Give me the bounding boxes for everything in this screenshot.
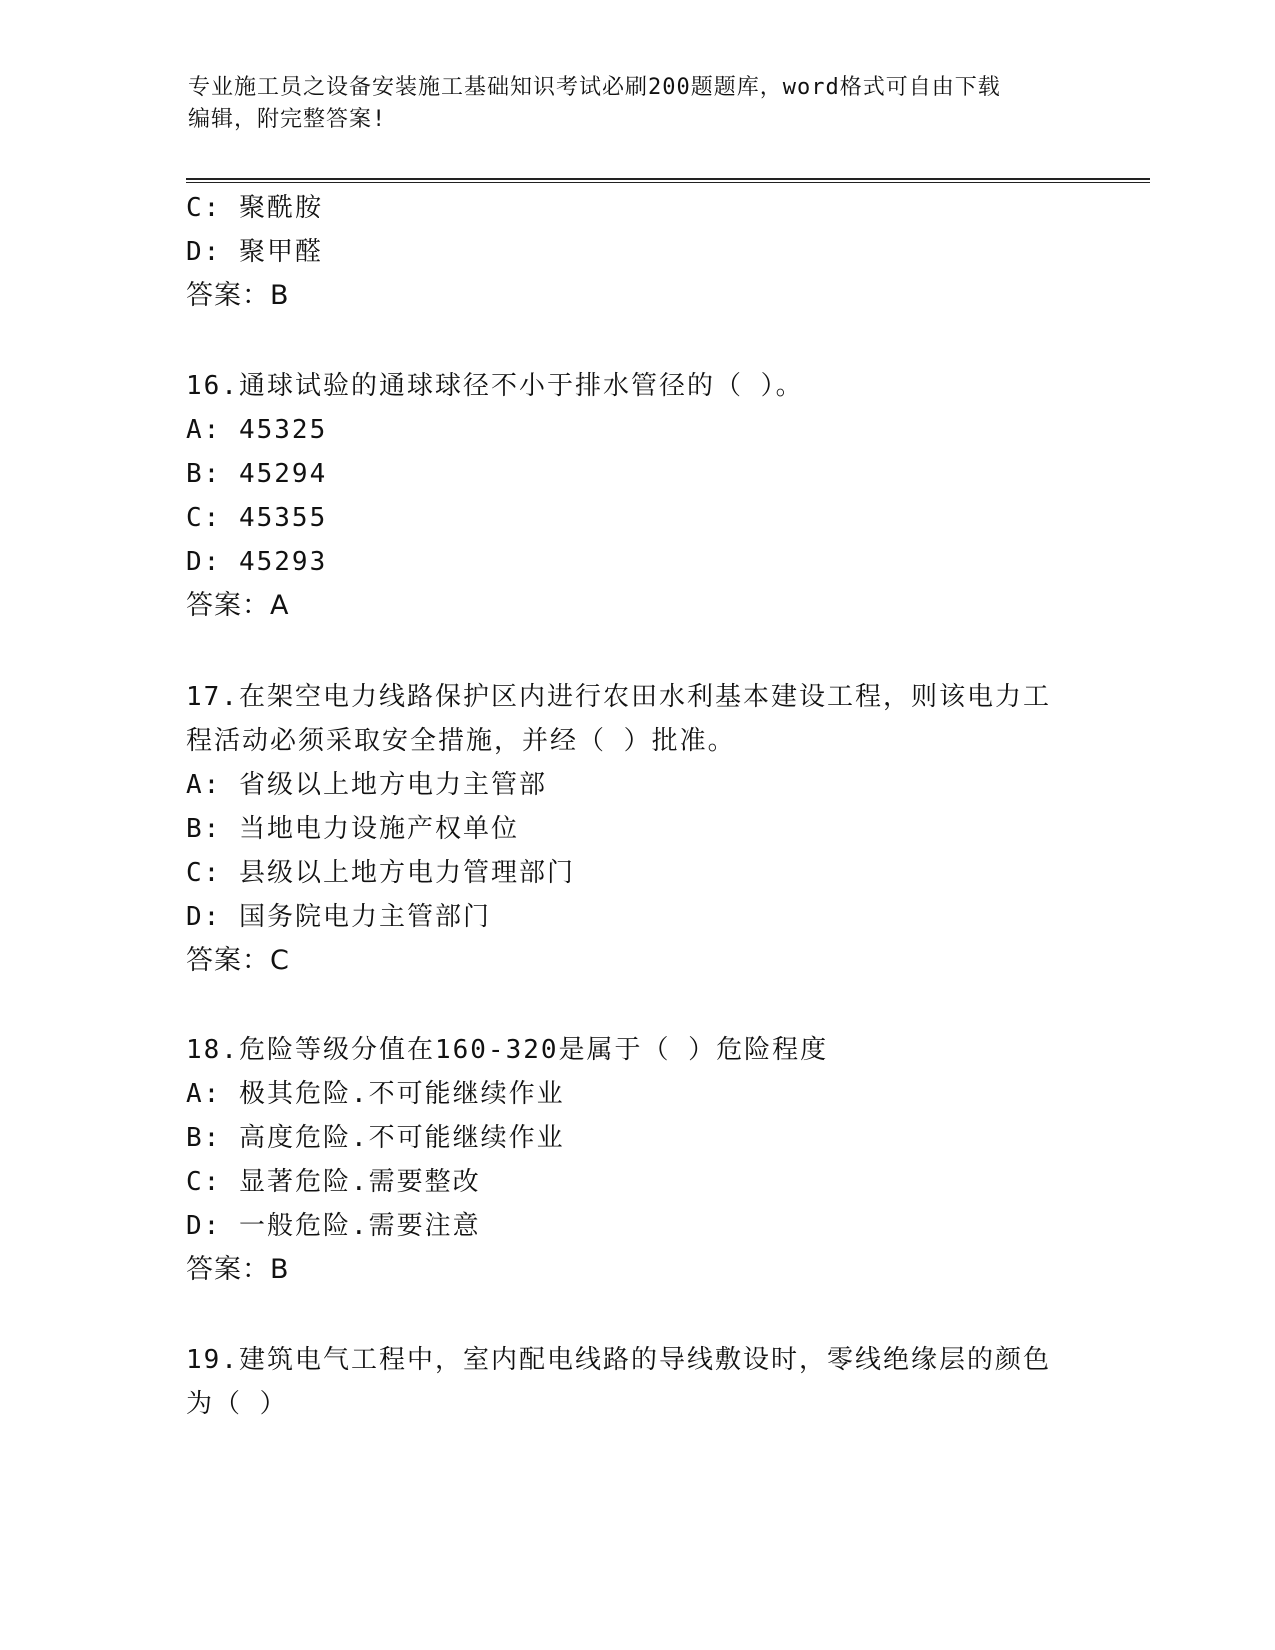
q17-answer: 答案：C — [186, 945, 290, 976]
q18-answer: 答案：B — [186, 1254, 290, 1285]
q18-option-b: B: 高度危险.不可能继续作业 — [186, 1123, 565, 1153]
q15-answer: 答案：B — [186, 280, 290, 311]
q16-answer: 答案：A — [186, 590, 290, 621]
header-divider — [186, 178, 1150, 183]
q17-option-d: D: 国务院电力主管部门 — [186, 902, 491, 932]
q18-question: 18.危险等级分值在160-320是属于（ ）危险程度 — [186, 1035, 829, 1065]
q17-option-c: C: 县级以上地方电力管理部门 — [186, 858, 575, 888]
q16-option-b: B: 45294 — [186, 459, 328, 489]
q16-question: 16.通球试验的通球球径不小于排水管径的（ ）。 — [186, 371, 804, 401]
header-line-1: 专业施工员之设备安装施工基础知识考试必刷200题题库，word格式可自由下载 — [188, 75, 1001, 100]
q15-option-d: D: 聚甲醛 — [186, 237, 323, 267]
q17-option-a: A: 省级以上地方电力主管部 — [186, 770, 547, 800]
q18-option-c: C: 显著危险.需要整改 — [186, 1167, 481, 1197]
q16-option-d: D: 45293 — [186, 547, 328, 577]
q19-question-line-1: 19.建筑电气工程中，室内配电线路的导线敷设时，零线绝缘层的颜色 — [186, 1345, 1051, 1375]
q17-option-b: B: 当地电力设施产权单位 — [186, 814, 519, 844]
header-line-2: 编辑，附完整答案! — [188, 107, 387, 132]
document-header — [188, 72, 1088, 136]
q16-option-a: A: 45325 — [186, 415, 328, 445]
q18-option-d: D: 一般危险.需要注意 — [186, 1211, 481, 1241]
q16-option-c: C: 45355 — [186, 503, 328, 533]
q15-option-c: C: 聚酰胺 — [186, 193, 323, 223]
q17-question-line-1: 17.在架空电力线路保护区内进行农田水利基本建设工程，则该电力工 — [186, 682, 1051, 712]
q18-option-a: A: 极其危险.不可能继续作业 — [186, 1079, 565, 1109]
q17-question-line-2: 程活动必须采取安全措施，并经（ ）批准。 — [186, 726, 736, 756]
q19-question-line-2: 为（ ） — [186, 1389, 288, 1419]
